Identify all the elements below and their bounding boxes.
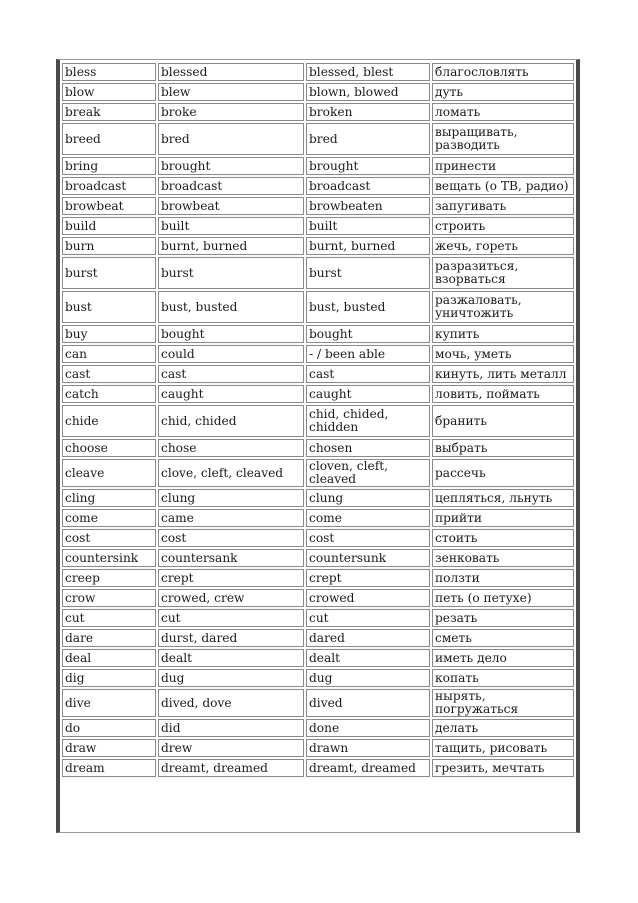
translation-cell: выбрать [432, 439, 574, 457]
past-simple-cell: chose [158, 439, 304, 457]
translation-cell: цепляться, льнуть [432, 489, 574, 507]
translation-cell: запугивать [432, 197, 574, 215]
past-participle-cell: burst [306, 257, 430, 289]
past-simple-cell: dealt [158, 649, 304, 667]
past-participle-cell: blown, blowed [306, 83, 430, 101]
past-participle-cell: broadcast [306, 177, 430, 195]
past-participle-cell: done [306, 719, 430, 737]
base-form-cell: cleave [62, 459, 156, 487]
table-row [62, 439, 574, 457]
base-form-cell: can [62, 345, 156, 363]
past-simple-cell: countersank [158, 549, 304, 567]
base-form-cell: choose [62, 439, 156, 457]
table-row [62, 237, 574, 255]
past-simple-cell: crept [158, 569, 304, 587]
translation-cell: стоить [432, 529, 574, 547]
past-simple-cell: dug [158, 669, 304, 687]
table-row [62, 489, 574, 507]
table-body [62, 63, 574, 777]
past-participle-cell: crept [306, 569, 430, 587]
table-row [62, 609, 574, 627]
past-simple-cell: brought [158, 157, 304, 175]
base-form-cell: dive [62, 689, 156, 717]
translation-cell: выращивать, разводить [432, 123, 574, 155]
past-simple-cell: dived, dove [158, 689, 304, 717]
table-row [62, 217, 574, 235]
past-participle-cell: blessed, blest [306, 63, 430, 81]
past-simple-cell: dreamt, dreamed [158, 759, 304, 777]
table-row [62, 739, 574, 757]
past-participle-cell: chosen [306, 439, 430, 457]
past-simple-cell: burst [158, 257, 304, 289]
past-participle-cell: cut [306, 609, 430, 627]
translation-cell: петь (о петухе) [432, 589, 574, 607]
past-simple-cell: blew [158, 83, 304, 101]
base-form-cell: burst [62, 257, 156, 289]
past-simple-cell: browbeat [158, 197, 304, 215]
translation-cell: купить [432, 325, 574, 343]
base-form-cell: come [62, 509, 156, 527]
translation-cell: зенковать [432, 549, 574, 567]
base-form-cell: cut [62, 609, 156, 627]
past-simple-cell: did [158, 719, 304, 737]
past-participle-cell: clung [306, 489, 430, 507]
translation-cell: ползти [432, 569, 574, 587]
past-participle-cell: browbeaten [306, 197, 430, 215]
past-participle-cell: drawn [306, 739, 430, 757]
table-row [62, 549, 574, 567]
base-form-cell: bless [62, 63, 156, 81]
past-simple-cell: caught [158, 385, 304, 403]
base-form-cell: broadcast [62, 177, 156, 195]
table-row [62, 177, 574, 195]
translation-cell: кинуть, лить металл [432, 365, 574, 383]
translation-cell: дуть [432, 83, 574, 101]
translation-cell: ловить, поймать [432, 385, 574, 403]
base-form-cell: buy [62, 325, 156, 343]
table-row [62, 405, 574, 437]
base-form-cell: cling [62, 489, 156, 507]
translation-cell: грезить, мечтать [432, 759, 574, 777]
past-participle-cell: built [306, 217, 430, 235]
table-row [62, 569, 574, 587]
past-participle-cell: broken [306, 103, 430, 121]
past-simple-cell: clung [158, 489, 304, 507]
translation-cell: бранить [432, 405, 574, 437]
past-simple-cell: cast [158, 365, 304, 383]
translation-cell: резать [432, 609, 574, 627]
table-row [62, 157, 574, 175]
past-simple-cell: bred [158, 123, 304, 155]
base-form-cell: crow [62, 589, 156, 607]
past-simple-cell: clove, cleft, cleaved [158, 459, 304, 487]
past-simple-cell: drew [158, 739, 304, 757]
past-simple-cell: came [158, 509, 304, 527]
table-row [62, 83, 574, 101]
translation-cell: нырять, погружаться [432, 689, 574, 717]
base-form-cell: chide [62, 405, 156, 437]
past-simple-cell: durst, dared [158, 629, 304, 647]
past-participle-cell: caught [306, 385, 430, 403]
table-row [62, 689, 574, 717]
past-participle-cell: dared [306, 629, 430, 647]
table-row [62, 365, 574, 383]
past-simple-cell: blessed [158, 63, 304, 81]
past-simple-cell: broadcast [158, 177, 304, 195]
past-simple-cell: chid, chided [158, 405, 304, 437]
base-form-cell: break [62, 103, 156, 121]
table-row [62, 459, 574, 487]
past-participle-cell: bought [306, 325, 430, 343]
translation-cell: ломать [432, 103, 574, 121]
table-row [62, 385, 574, 403]
past-simple-cell: burnt, burned [158, 237, 304, 255]
table-row [62, 63, 574, 81]
past-participle-cell: cost [306, 529, 430, 547]
translation-cell: жечь, гореть [432, 237, 574, 255]
base-form-cell: burn [62, 237, 156, 255]
past-participle-cell: dug [306, 669, 430, 687]
base-form-cell: bring [62, 157, 156, 175]
table-row [62, 589, 574, 607]
translation-cell: тащить, рисовать [432, 739, 574, 757]
table-row [62, 197, 574, 215]
base-form-cell: breed [62, 123, 156, 155]
table-row [62, 257, 574, 289]
past-simple-cell: crowed, crew [158, 589, 304, 607]
table-row [62, 529, 574, 547]
past-participle-cell: chid, chided, chidden [306, 405, 430, 437]
base-form-cell: build [62, 217, 156, 235]
past-participle-cell: - / been able [306, 345, 430, 363]
base-form-cell: dig [62, 669, 156, 687]
base-form-cell: cast [62, 365, 156, 383]
base-form-cell: deal [62, 649, 156, 667]
table-row [62, 291, 574, 323]
base-form-cell: dream [62, 759, 156, 777]
past-simple-cell: built [158, 217, 304, 235]
past-participle-cell: dreamt, dreamed [306, 759, 430, 777]
past-participle-cell: countersunk [306, 549, 430, 567]
translation-cell: рассечь [432, 459, 574, 487]
translation-cell: принести [432, 157, 574, 175]
translation-cell: сметь [432, 629, 574, 647]
past-simple-cell: cut [158, 609, 304, 627]
past-simple-cell: cost [158, 529, 304, 547]
irregular-verbs-table [60, 61, 576, 779]
table-row [62, 509, 574, 527]
past-participle-cell: bust, busted [306, 291, 430, 323]
base-form-cell: browbeat [62, 197, 156, 215]
base-form-cell: do [62, 719, 156, 737]
base-form-cell: creep [62, 569, 156, 587]
base-form-cell: dare [62, 629, 156, 647]
base-form-cell: bust [62, 291, 156, 323]
base-form-cell: blow [62, 83, 156, 101]
table-row [62, 629, 574, 647]
table-row [62, 669, 574, 687]
past-simple-cell: bust, busted [158, 291, 304, 323]
table-row [62, 759, 574, 777]
translation-cell: строить [432, 217, 574, 235]
past-simple-cell: could [158, 345, 304, 363]
past-simple-cell: broke [158, 103, 304, 121]
translation-cell: копать [432, 669, 574, 687]
past-participle-cell: dived [306, 689, 430, 717]
table-row [62, 345, 574, 363]
past-participle-cell: cloven, cleft, cleaved [306, 459, 430, 487]
past-participle-cell: crowed [306, 589, 430, 607]
table-row [62, 649, 574, 667]
translation-cell: прийти [432, 509, 574, 527]
past-participle-cell: bred [306, 123, 430, 155]
table-row [62, 123, 574, 155]
table-row [62, 325, 574, 343]
table-row [62, 103, 574, 121]
translation-cell: делать [432, 719, 574, 737]
translation-cell: разразиться, взорваться [432, 257, 574, 289]
past-participle-cell: come [306, 509, 430, 527]
past-participle-cell: brought [306, 157, 430, 175]
base-form-cell: catch [62, 385, 156, 403]
past-participle-cell: cast [306, 365, 430, 383]
past-participle-cell: dealt [306, 649, 430, 667]
base-form-cell: cost [62, 529, 156, 547]
past-participle-cell: burnt, burned [306, 237, 430, 255]
translation-cell: благословлять [432, 63, 574, 81]
translation-cell: разжаловать, уничтожить [432, 291, 574, 323]
translation-cell: иметь дело [432, 649, 574, 667]
base-form-cell: countersink [62, 549, 156, 567]
table-row [62, 719, 574, 737]
past-simple-cell: bought [158, 325, 304, 343]
translation-cell: мочь, уметь [432, 345, 574, 363]
base-form-cell: draw [62, 739, 156, 757]
translation-cell: вещать (о ТВ, радио) [432, 177, 574, 195]
